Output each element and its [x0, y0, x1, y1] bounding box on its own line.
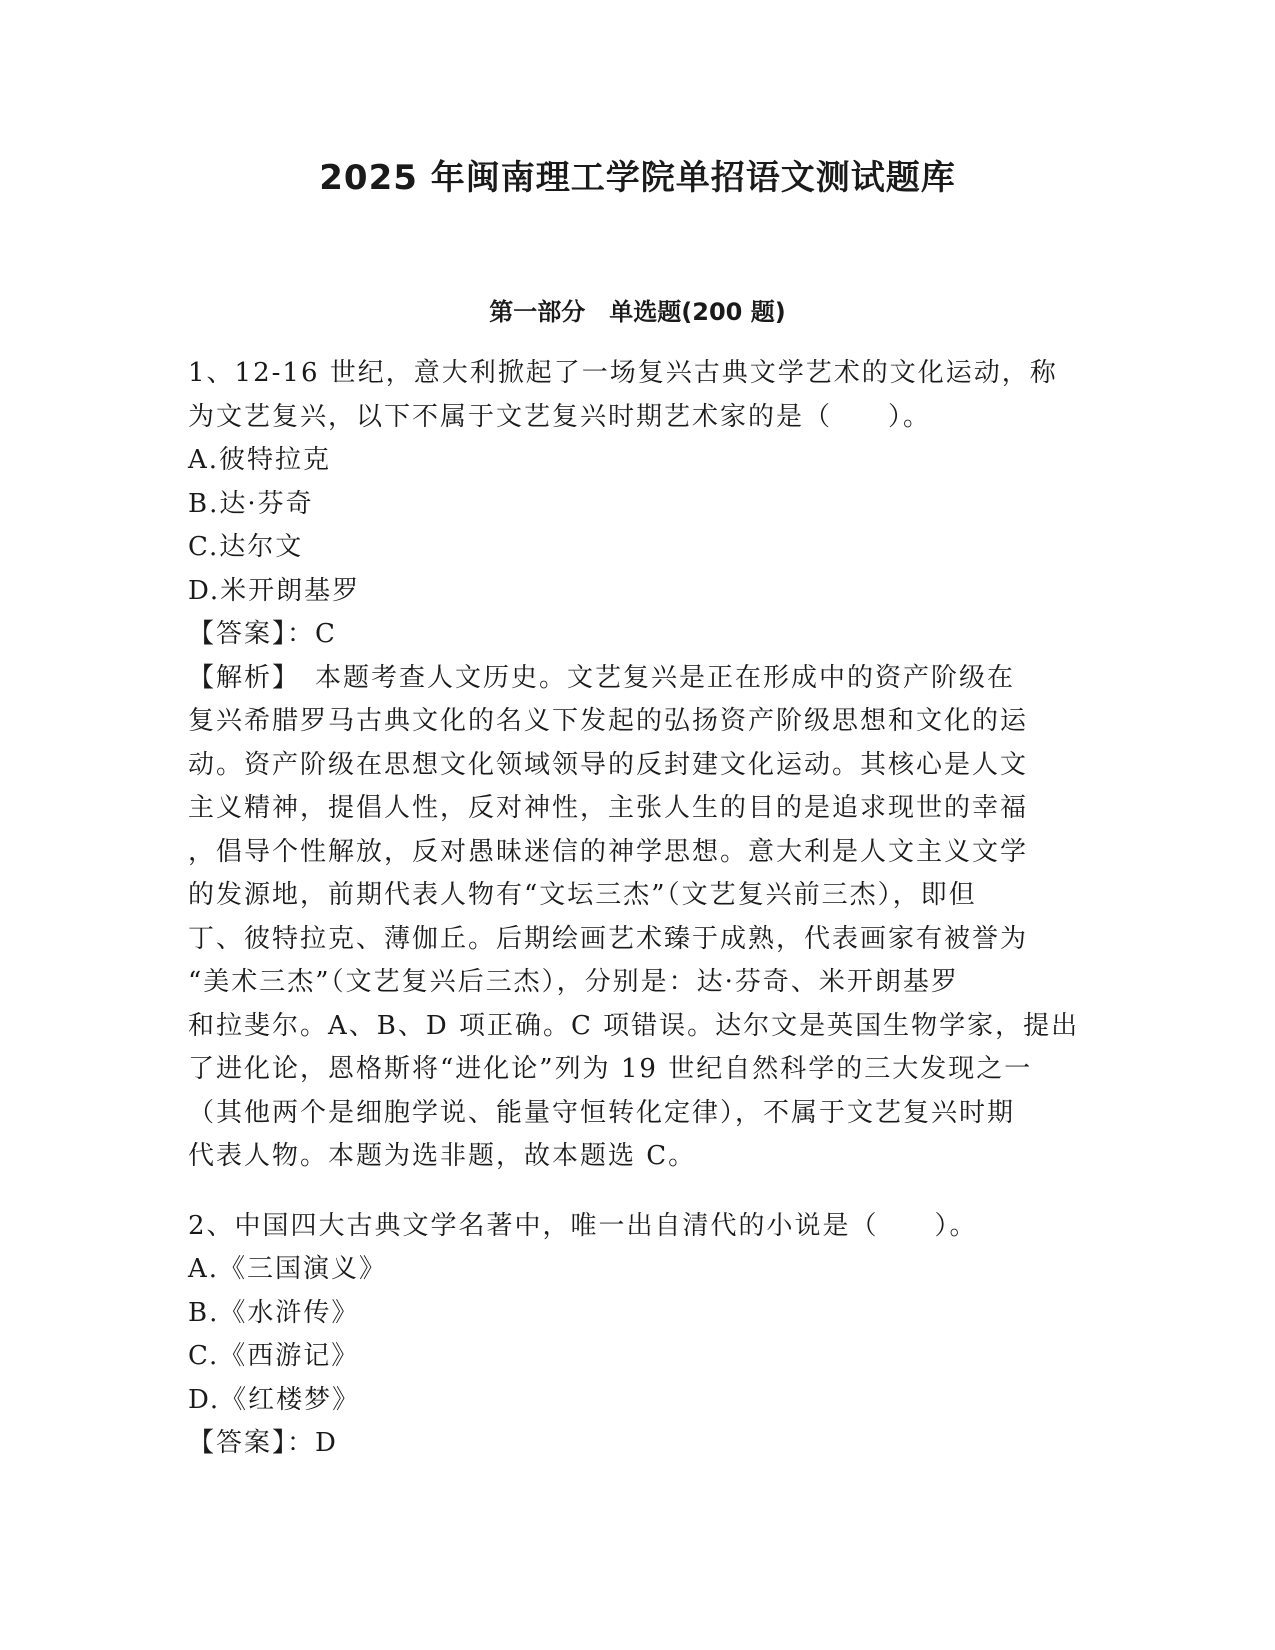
analysis-line: ，倡导个性解放，反对愚昧迷信的神学思想。意大利是人文主义文学 [188, 836, 1029, 867]
option-d: D.米开朗基罗 [188, 575, 361, 606]
stem-line: 为文艺复兴，以下不属于文艺复兴时期艺术家的是（ ）。 [188, 401, 932, 432]
stem-line: 1、12-16 世纪，意大利掀起了一场复兴古典文学艺术的文化运动，称 [188, 358, 1058, 388]
answer: 【答案】：C [188, 619, 337, 649]
question-1 [188, 352, 1078, 1179]
question-2 [188, 1205, 1078, 1466]
analysis-line: 【解析】 本题考查人文历史。文艺复兴是正在形成中的资产阶级在 [188, 662, 1016, 693]
analysis-line: 丁、彼特拉克、薄伽丘。后期绘画艺术臻于成熟，代表画家有被誉为 [188, 923, 1029, 954]
option-a: A.彼特拉克 [188, 445, 332, 475]
section-title: 第一部分 单选题(200 题) [489, 298, 786, 326]
analysis-line: “美术三杰”（文艺复兴后三杰），分别是：达·芬奇、米开朗基罗 [188, 967, 959, 997]
option-b: B.达·芬奇 [188, 488, 314, 519]
option-list [188, 439, 1078, 613]
document-title: 2025 年闽南理工学院单招语文测试题库 [319, 158, 956, 198]
analysis-line: （其他两个是细胞学说、能量守恒转化定律），不属于文艺复兴时期 [188, 1097, 1016, 1128]
option-list [188, 1248, 1078, 1422]
question-list [188, 352, 1078, 1466]
answer: 【答案】：D [188, 1428, 338, 1458]
option-c: C.达尔文 [188, 532, 304, 562]
analysis [188, 657, 1078, 1179]
stem-line: 2、中国四大古典文学名著中，唯一出自清代的小说是（ ）。 [188, 1210, 978, 1241]
analysis-line: 动。资产阶级在思想文化领域领导的反封建文化运动。其核心是人文 [188, 749, 1029, 780]
option-b: B.《水浒传》 [188, 1297, 360, 1328]
option-d: D.《红楼梦》 [188, 1384, 361, 1415]
analysis-line: 主义精神，提倡人性，反对神性，主张人生的目的是追求现世的幸福 [188, 793, 1029, 823]
question-stem [188, 352, 1078, 439]
analysis-line: 了进化论，恩格斯将“进化论”列为 19 世纪自然科学的三大发现之一 [188, 1054, 1033, 1084]
question-stem [188, 1205, 1078, 1249]
option-a: A.《三国演义》 [188, 1254, 388, 1284]
option-c: C.《西游记》 [188, 1341, 360, 1371]
analysis-line: 和拉斐尔。A、B、D 项正确。C 项错误。达尔文是英国生物学家，提出 [188, 1010, 1080, 1041]
analysis-line: 的发源地，前期代表人物有“文坛三杰”（文艺复兴前三杰），即但 [188, 880, 977, 910]
analysis-line: 复兴希腊罗马古典文化的名义下发起的弘扬资产阶级思想和文化的运 [188, 706, 1029, 736]
question-spacer [188, 1179, 1078, 1205]
analysis-line: 代表人物。本题为选非题，故本题选 C。 [188, 1141, 697, 1171]
